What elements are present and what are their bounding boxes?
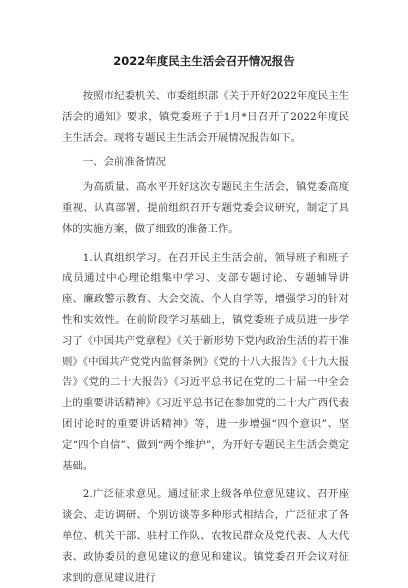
opinions-paragraph: 2.广泛征求意见。通过征求上级各单位意见建议、召开座谈会、走访调研、个别访谈等多种形式相结合，广泛征求了各单位、机关干部、驻村工作队、农牧民群众及党代表、人大代表、政协委员的意见建议的意见和建议。镇党委召开会议对征求到的意见建议进行 [62, 488, 349, 584]
document-body [62, 86, 349, 588]
section-heading-preparation: 一、会前准备情况 [82, 156, 166, 169]
preparation-paragraph: 为高质量、高水平开好这次专题民主生活会，镇党委高度重视、认真部署，提前组织召开专题党委会议研究，制定了具体的实施方案，做了细致的准备工作。 [62, 181, 349, 235]
document-title: 2022年度民主生活会召开情况报告 [113, 54, 295, 68]
study-paragraph: 1.认真组织学习。在召开民主生活会前，领导班子和班子成员通过中心理论组集中学习、支部专题讨论、专题辅导讲座、廉政警示教育、大会交流、个人自学等，增强学习的针对性和实效性。在前阶段学习基础上，镇党委班子成员进一步学习了《中国共产党章程》《关于新形势下党内政治生活的若干准则》《中国共产党党内监督条例》《党的十八大报告》《十九大报告》《党的二十大报告》《习近平总书记在党的二十届一中全会上的重要讲话精神》《习近平总书记在参加党的二十大广西代表团讨论时的重要讲话精神》等，进一步增强“四个意识”、坚定“四个自信”、做到“两个维护”，为开好专题民主生活会奠定基础。 [62, 251, 349, 472]
intro-paragraph: 按照市纪委机关、市委组织部《关于开好2022年度民主生活会的通知》要求，镇党委班子于1月*日召开了2022年度民主生活会。现将专题民主生活会开展情况报告如下。 [62, 90, 349, 144]
